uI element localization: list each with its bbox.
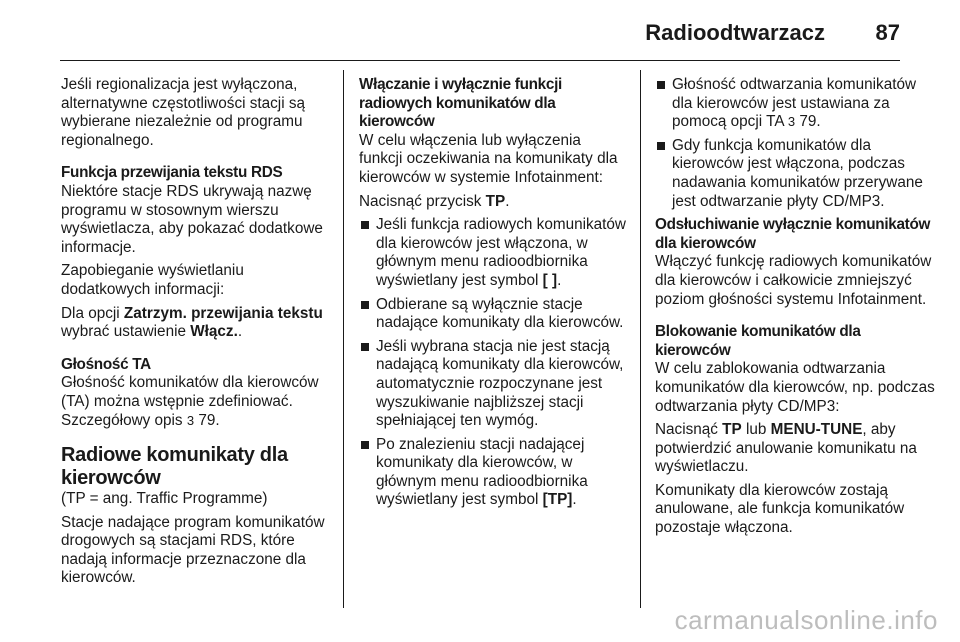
paragraph: (TP = ang. Traffic Programme) [61,490,268,508]
column-divider [640,70,641,608]
text: Głośność odtwarzania komunikatów dla kierowców jest ustawiana za pomocą opcji TA [672,76,917,131]
button-name: TP [485,192,506,210]
list-item [655,137,935,211]
paragraph: Stacje nadające program komunikatów drogowych są stacjami RDS, które nadają informacje przeznaczone dla kierowców. [61,513,325,587]
text: . [237,323,243,341]
section-heading: Blokowanie komunikatów dla kierowców [655,323,861,359]
text: wybrać ustawienie [61,323,191,341]
column-2 [359,76,627,515]
section-heading: Odsłuchiwanie wyłącznie komunikatów dla kierowców [655,216,931,252]
page-header [60,14,900,61]
paragraph: W celu zablokowania odtwarzania komunikatów dla kierowców, np. podczas odtwarzania płyty CD/MP3: [655,360,935,415]
bullet-icon [361,343,369,351]
section-heading: Włączanie i wyłącznie funkcji radiowych komunikatów dla kierowców [359,76,562,131]
watermark: carmanualsonline.info [674,605,938,635]
text: Nacisnąć [655,421,723,439]
paragraph: Komunikaty dla kierowców zostają anulowane, ale funkcja komunikatów pozostaje włączona. [655,481,905,537]
text: . [572,491,577,509]
button-name: MENU-TUNE [770,421,863,439]
page-reference-arrow-icon: 3 [787,114,796,130]
text: Po znalezieniu stacji nadającej komunikaty dla kierowców, w głównym menu radioodbiornika wyświetlany jest symbol [376,435,588,509]
bullet-icon [361,221,369,229]
list-item [359,436,627,510]
page-reference: 79. [194,411,220,429]
list-item [359,296,627,333]
text: lub [741,421,771,439]
column-3 [655,76,935,543]
page-reference: 79. [795,113,821,131]
paragraph: Zapobieganie wyświetlaniu dodatkowych informacji: [61,262,244,298]
symbol-text: [TP] [542,491,573,509]
column-divider [343,70,344,608]
page-reference-arrow-icon: 3 [186,412,195,428]
text: Głośność komunikatów dla kierowców (TA) można wstępnie zdefiniować. Szczegółowy opis [61,374,319,429]
section-heading: Funkcja przewijania tekstu RDS [61,164,283,182]
bullet-icon [657,81,665,89]
section-heading: Głośność TA [61,355,151,373]
text: Gdy funkcja komunikatów dla kierowców jest włączona, podczas nadawania komunikatów przerywane jest odtwarzanie płyty CD/MP3. [672,136,923,210]
list-item [655,76,935,132]
paragraph [61,374,331,430]
text: Jeśli wybrana stacja nie jest stacją nadającą komunikaty dla kierowców, automatycznie rozpoczynane jest wyszukiwanie najbliższej stacji spełniającej ten wymóg. [376,337,624,430]
bullet-icon [657,142,665,150]
paragraph: Włączyć funkcję radiowych komunikatów dla kierowców i całkowicie zmniejszyć poziom głośności systemu Infotainment. [655,253,932,308]
bullet-icon [361,441,369,449]
header-title: Radioodtwarzacz [645,20,825,45]
text: Dla opcji [61,304,124,322]
page-number: 87 [875,20,900,45]
text: . [505,192,510,210]
text: . [557,271,562,289]
paragraph: Jeśli regionalizacja jest wyłączona, alternatywne częstotliwości stacji są wybierane niezależnie od programu regionalnego. [61,76,305,149]
symbol-text: [ ] [542,271,558,289]
text: Jeśli funkcja radiowych komunikatów dla kierowców jest włączona, w głównym menu radioodbiornika wyświetlany jest symbol [376,216,626,289]
chapter-heading: Radiowe komunikaty dla kierowców [61,444,288,490]
paragraph: W celu włączenia lub wyłączenia funkcji oczekiwania na komunikaty dla kierowców w systemie Infotainment: [359,131,618,186]
button-name: TP [722,421,742,439]
bullet-icon [361,301,369,309]
text: Nacisnąć przycisk [359,192,486,210]
column-1 [61,76,331,593]
paragraph [61,305,331,342]
paragraph [655,421,935,477]
text: , aby potwierdzić anulowanie komunikatu na wyświetlaczu. [655,421,917,476]
list-item [359,338,627,431]
setting-name: Zatrzym. przewijania tekstu [123,304,323,322]
paragraph: Niektóre stacje RDS ukrywają nazwę programu w stosownym wierszu wyświetlacza, aby pokazać dodatkowe informacje. [61,182,323,256]
text: Odbierane są wyłącznie stacje nadające komunikaty dla kierowców. [376,295,624,332]
list-item [359,216,627,290]
paragraph [359,193,627,212]
setting-value: Włącz. [190,323,238,341]
